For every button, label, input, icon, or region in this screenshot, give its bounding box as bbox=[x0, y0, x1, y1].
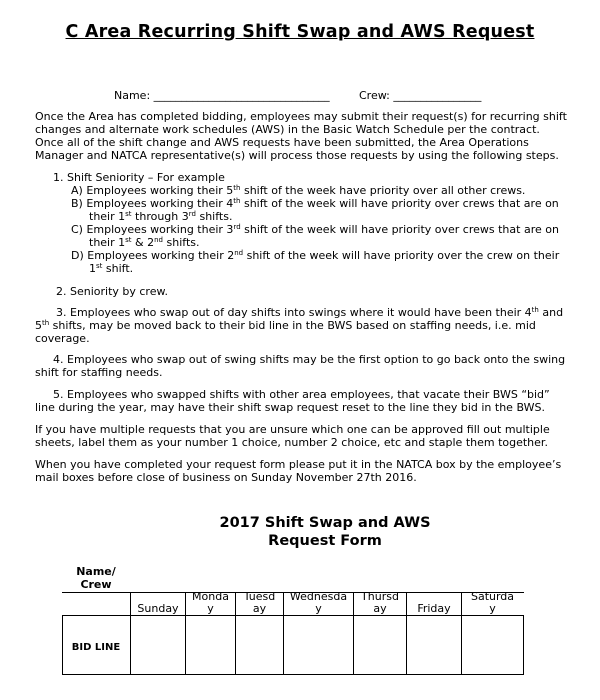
item-5-line: 5. Employees who swapped shifts with other area employees, that vacate their BWS “bid” bbox=[53, 388, 550, 401]
crew-field-label: Crew: ________________ bbox=[359, 89, 482, 102]
day-wednesday: Wednesda y bbox=[289, 590, 348, 615]
paragraph-line: mail boxes before close of business on Sunday November 27th 2016. bbox=[35, 471, 417, 484]
item-4-line: 4. Employees who swap out of swing shifts may be the first option to go back onto the swing bbox=[53, 353, 566, 366]
item-1d: D) Employees working their 2nd shift of the week will have priority over the crew on their bbox=[71, 249, 560, 262]
name-crew-header bbox=[62, 565, 130, 591]
day-thursday: Thursd ay bbox=[361, 590, 399, 615]
item-3-line: 5th shifts, may be moved back to their bid line in the BWS based on staffing needs, i.e. mid bbox=[35, 319, 536, 332]
day-tuesday: Tuesd ay bbox=[243, 590, 276, 615]
item-1b: B) Employees working their 4th shift of the week will have priority over crews that are on bbox=[71, 197, 559, 210]
paragraph-line: sheets, label them as your number 1 choice, number 2 choice, etc and staple them together. bbox=[35, 436, 548, 449]
name-crew-line: Name/ bbox=[76, 565, 116, 578]
item-3-line: 3. Employees who swap out of day shifts into swings where it would have been their 4th and bbox=[56, 306, 564, 319]
intro-line: Once all of the shift change and AWS requests have been submitted, the Area Operations bbox=[35, 136, 529, 149]
paragraph-line: When you have completed your request form please put it in the NATCA box by the employee’s bbox=[35, 458, 562, 471]
table-bottom-rule bbox=[62, 674, 524, 675]
day-friday: Friday bbox=[417, 602, 451, 615]
page-title bbox=[0, 22, 600, 42]
item-5-line: line during the year, may have their shift swap request reset to the line they bid in the BWS. bbox=[35, 401, 545, 414]
day-saturday: Saturda y bbox=[470, 590, 515, 615]
item-4-line: shift for staffing needs. bbox=[35, 366, 163, 379]
form-title-line: Request Form bbox=[268, 533, 382, 549]
paragraph-line: If you have multiple requests that you are unsure which one can be approved fill out multiple bbox=[35, 423, 550, 436]
day-sunday: Sunday bbox=[137, 602, 179, 615]
name-field-label: Name: ________________________________ bbox=[114, 89, 330, 102]
form-title-line: 2017 Shift Swap and AWS bbox=[219, 515, 431, 531]
title-text: C Area Recurring Shift Swap and AWS Request bbox=[65, 22, 535, 42]
item-1-heading: 1. Shift Seniority – For example bbox=[53, 171, 225, 184]
table-header-rule bbox=[62, 615, 524, 616]
intro-line: Manager and NATCA representative(s) will process those requests by using the following steps. bbox=[35, 149, 559, 162]
item-3-line: coverage. bbox=[35, 332, 90, 345]
intro-line: changes and alternate work schedules (AWS) in the Basic Watch Schedule per the contract. bbox=[35, 123, 540, 136]
item-1c-cont: their 1st & 2nd shifts. bbox=[89, 236, 200, 249]
item-1c: C) Employees working their 3rd shift of the week will have priority over crews that are on bbox=[71, 223, 559, 236]
intro-line: Once the Area has completed bidding, employees may submit their request(s) for recurring shift bbox=[35, 110, 567, 123]
name-crew-line: Crew bbox=[80, 578, 112, 591]
item-1d-cont: 1st shift. bbox=[89, 262, 134, 275]
table-col-rule bbox=[523, 615, 524, 675]
day-monday: Monda y bbox=[192, 590, 229, 615]
bid-line-label: BID LINE bbox=[71, 642, 121, 653]
form-title bbox=[25, 514, 600, 550]
item-1b-cont: their 1st through 3rd shifts. bbox=[89, 210, 233, 223]
item-2: 2. Seniority by crew. bbox=[56, 285, 168, 298]
item-1a: A) Employees working their 5th shift of the week have priority over all other crews. bbox=[71, 184, 526, 197]
